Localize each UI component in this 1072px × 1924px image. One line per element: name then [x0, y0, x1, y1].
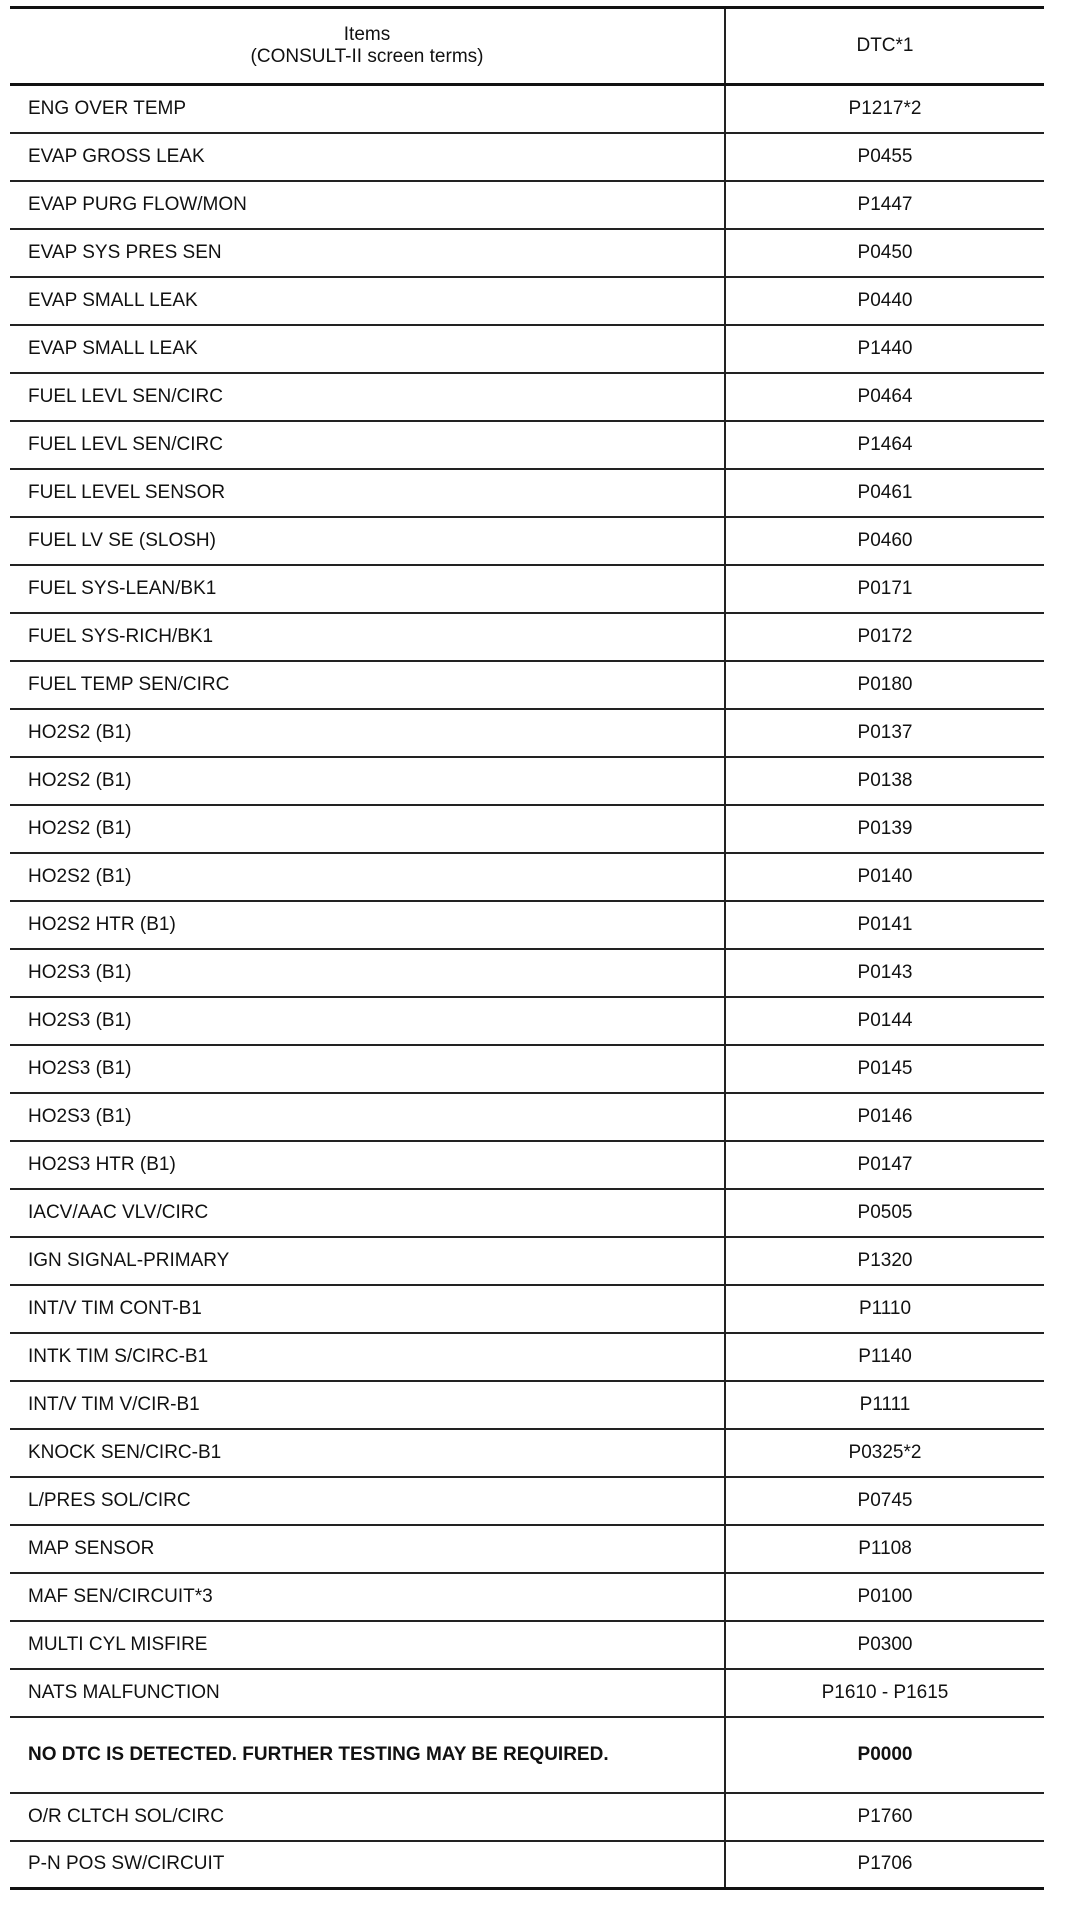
table-row: [10, 661, 1044, 709]
item-cell: L/PRES SOL/CIRC: [10, 1477, 725, 1525]
table-row: [10, 1189, 1044, 1237]
item-cell: IGN SIGNAL-PRIMARY: [10, 1237, 725, 1285]
dtc-cell: P0143: [725, 949, 1044, 997]
dtc-cell: P0461: [725, 469, 1044, 517]
item-cell: HO2S2 (B1): [10, 805, 725, 853]
item-cell: KNOCK SEN/CIRC-B1: [10, 1429, 725, 1477]
table-row: [10, 853, 1044, 901]
table-row: [10, 517, 1044, 565]
dtc-cell: P0455: [725, 133, 1044, 181]
table-row: [10, 373, 1044, 421]
table-row: [10, 133, 1044, 181]
table-row: [10, 1477, 1044, 1525]
item-cell: P-N POS SW/CIRCUIT: [10, 1841, 725, 1889]
table-row: [10, 1285, 1044, 1333]
items-column-header: [10, 8, 725, 85]
item-cell: EVAP SYS PRES SEN: [10, 229, 725, 277]
table-row: [10, 1045, 1044, 1093]
table-row: [10, 1841, 1044, 1889]
table-row: [10, 709, 1044, 757]
table-row: [10, 85, 1044, 133]
table-row: [10, 421, 1044, 469]
item-cell: EVAP GROSS LEAK: [10, 133, 725, 181]
item-cell: O/R CLTCH SOL/CIRC: [10, 1793, 725, 1841]
dtc-cell: P0450: [725, 229, 1044, 277]
dtc-cell: P0172: [725, 613, 1044, 661]
item-cell: HO2S3 HTR (B1): [10, 1141, 725, 1189]
dtc-cell: P1108: [725, 1525, 1044, 1573]
header-row: [10, 8, 1044, 85]
table-row: [10, 1525, 1044, 1573]
dtc-column-header: DTC*1: [725, 8, 1044, 85]
item-cell: ENG OVER TEMP: [10, 85, 725, 133]
item-cell: INT/V TIM CONT-B1: [10, 1285, 725, 1333]
dtc-cell: P0100: [725, 1573, 1044, 1621]
dtc-cell: P1111: [725, 1381, 1044, 1429]
table-row: [10, 229, 1044, 277]
dtc-cell: P1760: [725, 1793, 1044, 1841]
item-cell: FUEL LEVL SEN/CIRC: [10, 421, 725, 469]
item-cell: FUEL LEVEL SENSOR: [10, 469, 725, 517]
item-cell: EVAP SMALL LEAK: [10, 325, 725, 373]
table-row: [10, 613, 1044, 661]
item-cell: HO2S2 (B1): [10, 757, 725, 805]
table-body: [10, 85, 1044, 1889]
table-row: [10, 181, 1044, 229]
item-cell: HO2S3 (B1): [10, 997, 725, 1045]
item-cell: IACV/AAC VLV/CIRC: [10, 1189, 725, 1237]
item-cell: FUEL TEMP SEN/CIRC: [10, 661, 725, 709]
dtc-cell: P1610 - P1615: [725, 1669, 1044, 1717]
table-row: [10, 1237, 1044, 1285]
dtc-cell: P0180: [725, 661, 1044, 709]
item-cell: FUEL SYS-RICH/BK1: [10, 613, 725, 661]
item-cell: NO DTC IS DETECTED. FURTHER TESTING MAY BE REQUIRED.: [10, 1717, 725, 1793]
table-header: [10, 8, 1044, 85]
dtc-cell: P0464: [725, 373, 1044, 421]
table-row: [10, 1573, 1044, 1621]
item-cell: MAF SEN/CIRCUIT*3: [10, 1573, 725, 1621]
item-cell: HO2S3 (B1): [10, 949, 725, 997]
table-row: [10, 805, 1044, 853]
items-header-title: Items: [343, 24, 391, 45]
dtc-cell: P0300: [725, 1621, 1044, 1669]
dtc-cell: P0146: [725, 1093, 1044, 1141]
table-row: [10, 325, 1044, 373]
table-row: [10, 949, 1044, 997]
dtc-cell: P1447: [725, 181, 1044, 229]
dtc-cell: P0505: [725, 1189, 1044, 1237]
dtc-cell: P1706: [725, 1841, 1044, 1889]
item-cell: HO2S2 HTR (B1): [10, 901, 725, 949]
table-row: [10, 757, 1044, 805]
table-row: [10, 997, 1044, 1045]
dtc-cell: P0745: [725, 1477, 1044, 1525]
table-row: [10, 469, 1044, 517]
dtc-cell: P0138: [725, 757, 1044, 805]
dtc-cell: P0171: [725, 565, 1044, 613]
dtc-cell: P0139: [725, 805, 1044, 853]
item-cell: HO2S3 (B1): [10, 1045, 725, 1093]
dtc-cell: P1217*2: [725, 85, 1044, 133]
table-row: [10, 1141, 1044, 1189]
item-cell: HO2S2 (B1): [10, 709, 725, 757]
item-cell: EVAP SMALL LEAK: [10, 277, 725, 325]
item-cell: EVAP PURG FLOW/MON: [10, 181, 725, 229]
table-row: [10, 1429, 1044, 1477]
item-cell: NATS MALFUNCTION: [10, 1669, 725, 1717]
item-cell: HO2S2 (B1): [10, 853, 725, 901]
items-header-subtitle: (CONSULT-II screen terms): [250, 46, 484, 67]
dtc-cell: P0000: [725, 1717, 1044, 1793]
dtc-cell: P1140: [725, 1333, 1044, 1381]
dtc-cell: P0141: [725, 901, 1044, 949]
dtc-cell: P0325*2: [725, 1429, 1044, 1477]
dtc-cell: P1440: [725, 325, 1044, 373]
dtc-cell: P0145: [725, 1045, 1044, 1093]
dtc-cell: P0140: [725, 853, 1044, 901]
item-cell: FUEL SYS-LEAN/BK1: [10, 565, 725, 613]
dtc-cell: P0147: [725, 1141, 1044, 1189]
dtc-cell: P0144: [725, 997, 1044, 1045]
table-row: [10, 1093, 1044, 1141]
dtc-cell: P0460: [725, 517, 1044, 565]
item-cell: FUEL LV SE (SLOSH): [10, 517, 725, 565]
dtc-cell: P1464: [725, 421, 1044, 469]
item-cell: INT/V TIM V/CIR-B1: [10, 1381, 725, 1429]
dtc-cell: P1320: [725, 1237, 1044, 1285]
table-row: [10, 1793, 1044, 1841]
item-cell: INTK TIM S/CIRC-B1: [10, 1333, 725, 1381]
dtc-cell: P0440: [725, 277, 1044, 325]
table-row: [10, 1621, 1044, 1669]
table-row: [10, 901, 1044, 949]
table-row: [10, 1333, 1044, 1381]
table-row: [10, 1381, 1044, 1429]
table-row: [10, 565, 1044, 613]
table-row: [10, 1717, 1044, 1793]
item-cell: MULTI CYL MISFIRE: [10, 1621, 725, 1669]
item-cell: FUEL LEVL SEN/CIRC: [10, 373, 725, 421]
item-cell: MAP SENSOR: [10, 1525, 725, 1573]
table-row: [10, 277, 1044, 325]
table-row: [10, 1669, 1044, 1717]
item-cell: HO2S3 (B1): [10, 1093, 725, 1141]
dtc-cell: P0137: [725, 709, 1044, 757]
dtc-table: [10, 6, 1044, 1890]
dtc-cell: P1110: [725, 1285, 1044, 1333]
